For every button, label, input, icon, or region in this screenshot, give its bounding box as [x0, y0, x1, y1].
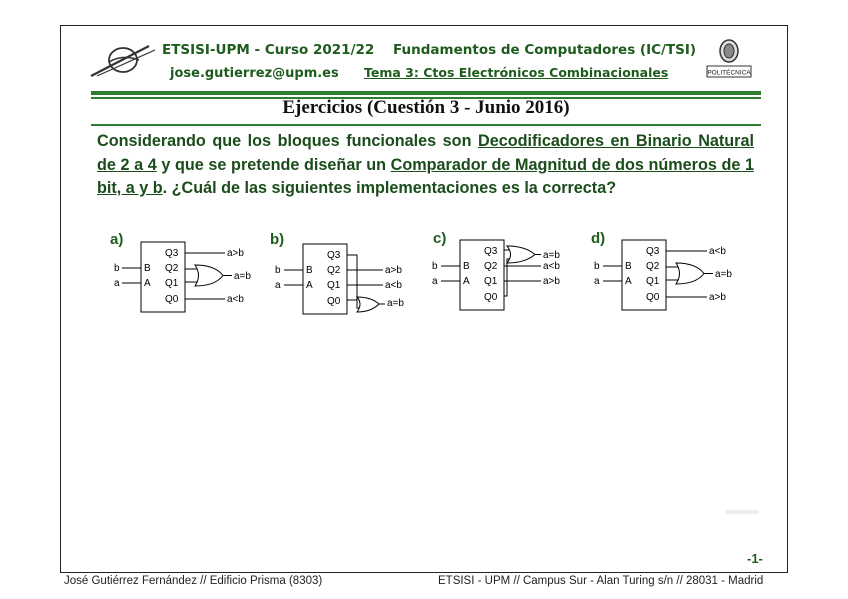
option-letter: b) [270, 231, 285, 248]
etsisi-logo-icon [89, 40, 157, 80]
decoder-output-label: Q2 [484, 261, 498, 272]
footer-address: ETSISI - UPM // Campus Sur - Alan Turing s/n // 28031 - Madrid [438, 575, 764, 587]
upm-logo-label: POLITÉCNICA [707, 69, 751, 77]
or-gate [195, 265, 223, 286]
decoder-block [622, 240, 666, 310]
decoder-output-label: Q1 [646, 276, 660, 287]
output-label: a=b [715, 269, 732, 280]
email-label: jose.gutierrez@upm.es [170, 66, 339, 81]
input-label: b [275, 265, 281, 276]
decoder-pin-label: B [306, 265, 313, 276]
decoder-output-label: Q0 [646, 292, 660, 303]
wire [504, 259, 511, 296]
title-rule [91, 124, 761, 126]
decoder-output-label: Q1 [327, 280, 341, 291]
topic-label: Tema 3: Ctos Electrónicos Combinacionales [364, 65, 669, 80]
decoder-output-label: Q2 [165, 263, 179, 274]
input-label: b [594, 261, 600, 272]
option-letter: d) [591, 230, 606, 247]
output-label: a<b [227, 294, 244, 305]
option-letter: c) [433, 230, 447, 247]
output-label: a<b [543, 261, 560, 272]
output-label: a>b [227, 248, 244, 259]
decoder-output-label: Q2 [646, 261, 660, 272]
decoder-output-label: Q0 [165, 294, 179, 305]
decoder-pin-label: A [306, 280, 313, 291]
page-title: Ejercicios (Cuestión 3 - Junio 2016) [282, 97, 570, 118]
decoder-output-label: Q3 [484, 246, 498, 257]
decoder-output-label: Q1 [165, 278, 179, 289]
output-label: a=b [387, 298, 404, 309]
decoder-pin-label: B [144, 263, 151, 274]
decoder-block [141, 242, 185, 312]
output-label: a<b [709, 246, 726, 257]
input-label: b [114, 263, 120, 274]
page-number: -1- [747, 551, 763, 566]
input-label: a [275, 280, 281, 291]
input-label: b [432, 261, 438, 272]
slide [60, 25, 788, 573]
question-text [97, 130, 754, 201]
question-emphasis-1: Decodificadores en Binario Natural de 2 a 4 [97, 132, 754, 174]
question-part-2: y que se pretende diseñar un [156, 155, 391, 174]
question-emphasis-2: Comparador de Magnitud de dos números de 1 bit, a y b [97, 155, 754, 197]
output-label: a>b [543, 276, 560, 287]
decoder-pin-label: B [463, 261, 470, 272]
decoder-output-label: Q0 [484, 292, 498, 303]
input-label: a [594, 276, 600, 287]
question-part-3: . ¿Cuál de las siguientes implementaciones es la correcta? [162, 179, 617, 197]
output-label: a=b [543, 250, 560, 261]
decoder-output-label: Q1 [484, 276, 498, 287]
decoder-output-label: Q3 [646, 246, 660, 257]
decoder-output-label: Q3 [327, 250, 341, 261]
upm-logo-icon [697, 37, 757, 83]
output-label: a>b [709, 292, 726, 303]
decoder-output-label: Q0 [327, 296, 341, 307]
footer-author: José Gutiérrez Fernández // Edificio Prisma (8303) [64, 575, 323, 587]
or-gate [357, 297, 379, 312]
decoder-pin-label: A [463, 276, 470, 287]
option-d-circuit [587, 224, 777, 328]
header-rule [91, 91, 761, 95]
or-gate [676, 263, 704, 284]
decoder-block [460, 240, 504, 310]
output-label: a>b [385, 265, 402, 276]
decoder-pin-label: A [625, 276, 632, 287]
or-gate [507, 246, 535, 263]
decoder-block [303, 244, 347, 314]
decoder-pin-label: A [144, 278, 151, 289]
decoder-output-label: Q3 [165, 248, 179, 259]
decoder-pin-label: B [625, 261, 632, 272]
input-label: a [432, 276, 438, 287]
subject-label: Fundamentos de Computadores (IC/TSI) [393, 42, 697, 58]
question-part-1: Considerando que los bloques funcionales son [97, 132, 478, 150]
course-label: ETSISI-UPM - Curso 2021/22 [162, 42, 375, 58]
output-label: a=b [234, 271, 251, 282]
input-label: a [114, 278, 120, 289]
option-letter: a) [110, 231, 124, 248]
output-label: a<b [385, 280, 402, 291]
decorative-mark [725, 510, 759, 514]
decoder-output-label: Q2 [327, 265, 341, 276]
